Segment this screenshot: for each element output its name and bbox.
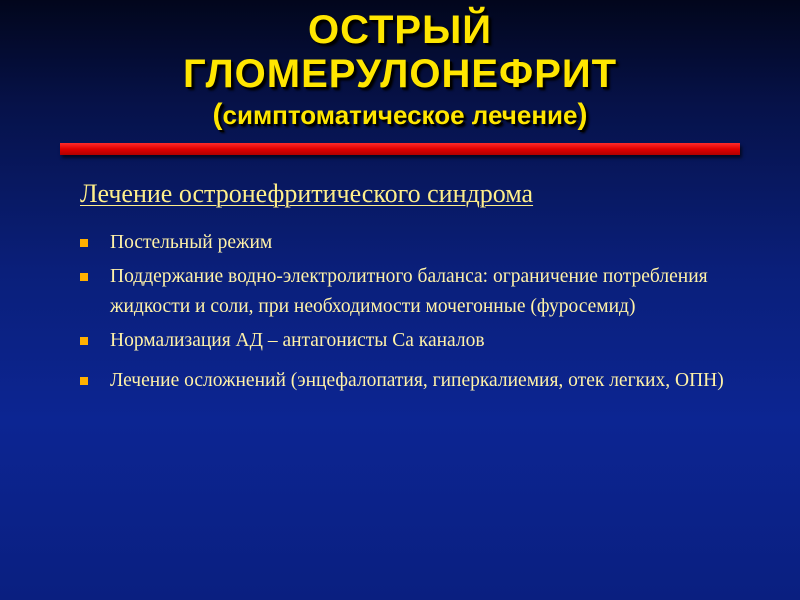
title-subheading xyxy=(0,98,800,132)
list-item-text: Лечение осложнений (энцефалопатия, гиперкалиемия, отек легких, ОПН) xyxy=(110,370,724,391)
square-bullet-icon xyxy=(80,377,88,385)
square-bullet-icon xyxy=(80,337,88,345)
title-line-1: ОСТРЫЙ xyxy=(307,8,493,52)
list-item-text: Нормализация АД – антагонисты Са каналов xyxy=(110,330,485,351)
square-bullet-icon xyxy=(80,239,88,247)
title-line-2: ГЛОМЕРУЛОНЕФРИТ xyxy=(182,52,618,96)
square-bullet-icon xyxy=(80,273,88,281)
close-paren: ) xyxy=(577,98,588,131)
divider-bar xyxy=(60,143,740,155)
list-item xyxy=(80,366,740,396)
list-item xyxy=(80,326,740,356)
open-paren: ( xyxy=(212,98,223,131)
subheading-text: симптоматическое лечение xyxy=(222,100,578,130)
list-item xyxy=(80,262,740,322)
list-item-text: Постельный режим xyxy=(110,232,273,253)
bullet-list xyxy=(80,228,740,400)
list-item-text: Поддержание водно-электролитного баланса: ограничение потребления жидкости и соли, при необходимости мочегонные (фуросемид) xyxy=(110,266,708,317)
section-heading: Лечение остронефритического синдрома xyxy=(80,179,534,208)
slide-title xyxy=(0,8,800,132)
list-item xyxy=(80,228,740,258)
